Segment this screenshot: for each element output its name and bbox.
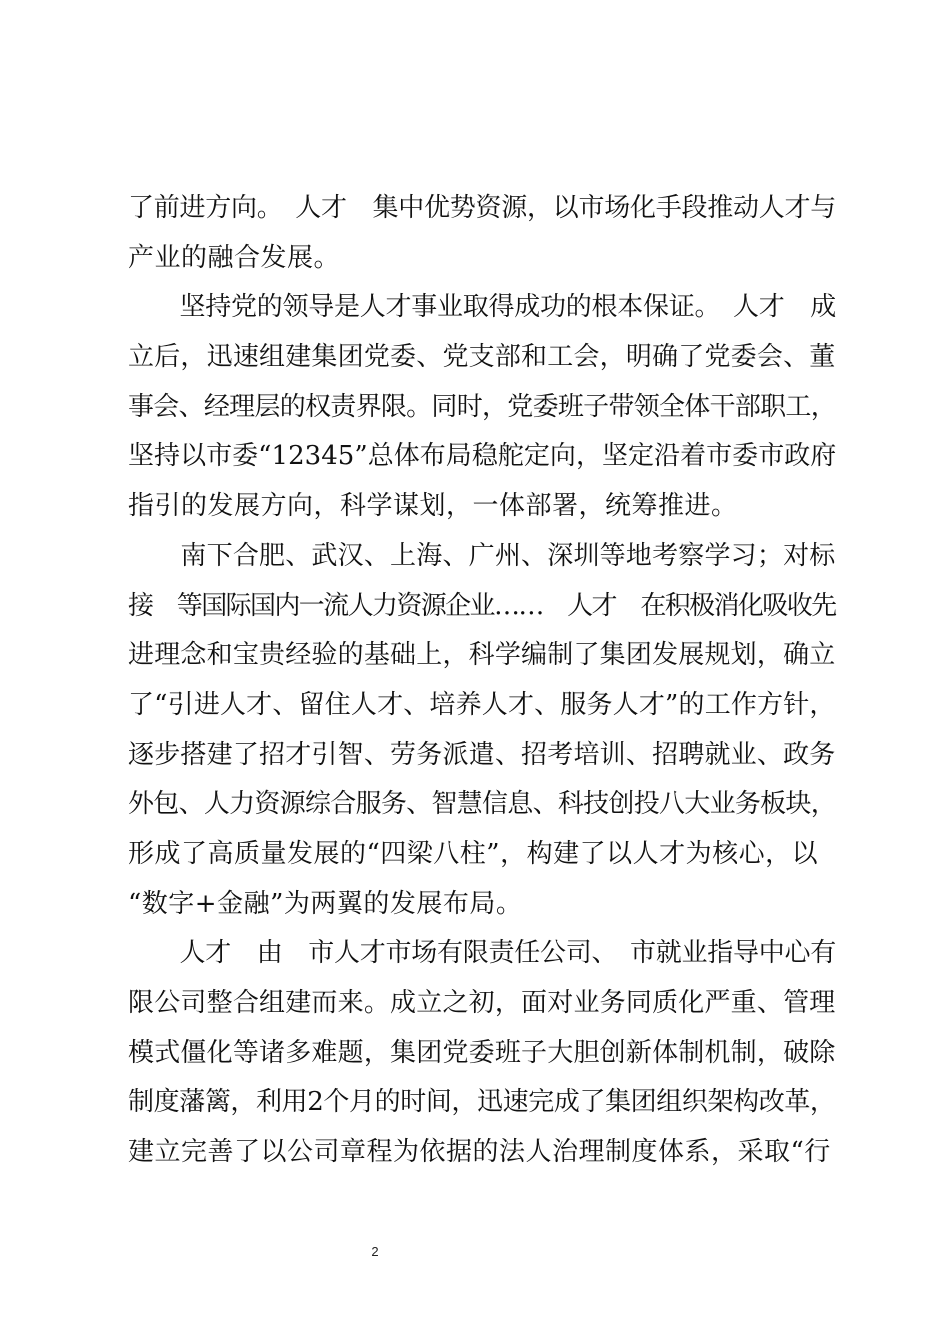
text-line: 制度藩篱，利用2个月的时间，迅速完成了集团组织架构改革， — [128, 1087, 836, 1117]
text-line: 南下合肥、武汉、上海、广州、深圳等地考察学习；对标 — [128, 541, 836, 571]
text-line: 限公司整合组建而来。成立之初，面对业务同质化严重、管理 — [128, 988, 836, 1018]
text-line: 逐步搭建了招才引智、劳务派遣、招考培训、招聘就业、政务 — [128, 740, 836, 770]
text-line: 了“引进人才、留住人才、培养人才、服务人才”的工作方针， — [128, 690, 836, 720]
text-line: 建立完善了以公司章程为依据的法人治理制度体系，采取“行 — [128, 1137, 831, 1167]
text-line: 坚持以市委“12345”总体布局稳舵定向，坚定沿着市委市政府 — [128, 441, 837, 471]
text-line: 产业的融合发展。 — [128, 243, 341, 273]
text-line: 了前进方向。 人才 集中优势资源，以市场化手段推动人才与 — [128, 193, 837, 223]
text-line: 坚持党的领导是人才事业取得成功的根本保证。 人才 成 — [128, 292, 837, 322]
page-number: 2 — [371, 1244, 379, 1259]
text-line: “数字+金融”为两翼的发展布局。 — [128, 889, 523, 919]
text-line: 事会、经理层的权责界限。同时，党委班子带领全体干部职工， — [128, 392, 837, 422]
text-line: 进理念和宝贵经验的基础上，科学编制了集团发展规划，确立 — [128, 640, 836, 670]
text-line: 外包、人力资源综合服务、智慧信息、科技创投八大业务板块， — [128, 789, 837, 819]
text-line: 接 等国际国内一流人力资源企业…… 人才 在积极消化吸收先 — [128, 591, 836, 621]
text-line: 指引的发展方向，科学谋划，一体部署，统筹推进。 — [128, 491, 738, 521]
text-line: 立后，迅速组建集团党委、党支部和工会，明确了党委会、董 — [128, 342, 836, 372]
text-line: 模式僵化等诸多难题，集团党委班子大胆创新体制机制，破除 — [128, 1038, 836, 1068]
text-line: 形成了高质量发展的“四梁八柱”，构建了以人才为核心，以 — [128, 839, 819, 869]
text-line: 人才 由 市人才市场有限责任公司、 市就业指导中心有 — [128, 938, 837, 968]
